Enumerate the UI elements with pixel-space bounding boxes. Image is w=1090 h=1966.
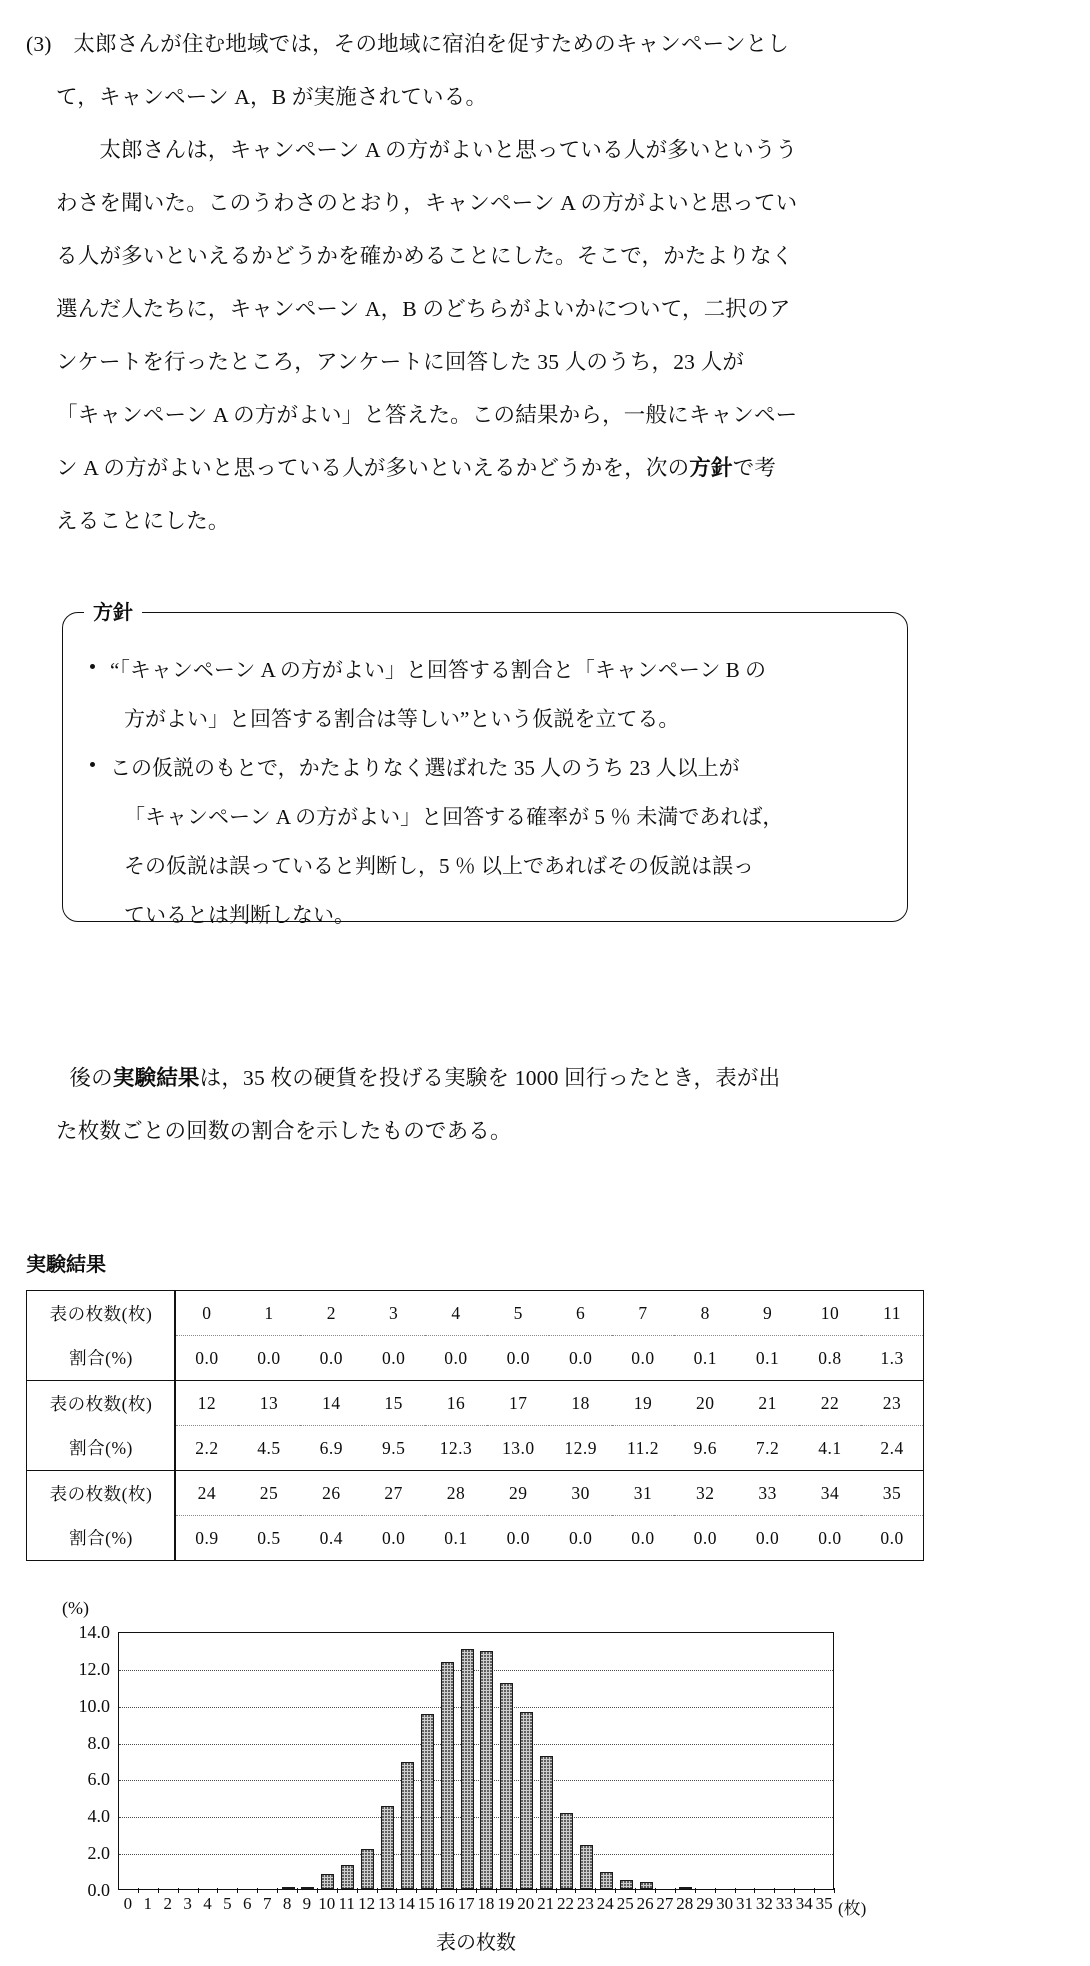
x-tick-mark: [655, 1888, 656, 1893]
table-cell-count: 27: [362, 1471, 424, 1516]
table-cell-pct: 0.0: [381, 1347, 406, 1368]
table-cell-count: 0: [176, 1291, 238, 1336]
bar: [361, 1849, 374, 1890]
problem-line: 「キャンペーン A の方がよい」と答えた。この結果から，一般にキャンペー: [56, 403, 798, 427]
x-tick-label: 31: [736, 1894, 753, 1913]
table-cell-count: 29: [487, 1471, 549, 1516]
table-cell-count: 32: [674, 1471, 736, 1516]
table-cell-pct: 0.0: [257, 1347, 281, 1368]
table-cell-count: 20: [674, 1381, 736, 1426]
x-tick-label: 27: [656, 1894, 674, 1913]
x-tick-label: 17: [457, 1894, 475, 1913]
x-tick-label: 1: [143, 1894, 153, 1913]
table-row: [27, 1516, 924, 1561]
x-tick-label: 20: [517, 1894, 535, 1913]
x-tick-mark: [357, 1888, 358, 1893]
row-header-pct: 割合(%): [27, 1516, 176, 1561]
bar: [480, 1651, 493, 1889]
x-tick-label: 8: [282, 1894, 292, 1913]
table-cell-count: 31: [612, 1471, 674, 1516]
x-tick-label: 18: [477, 1894, 495, 1913]
x-tick-label: 6: [243, 1894, 252, 1913]
table-cell-count: 33: [736, 1471, 798, 1516]
x-tick-label: 35: [815, 1894, 833, 1913]
x-tick-label: 24: [596, 1894, 614, 1913]
table-cell-pct: 0.1: [693, 1347, 717, 1368]
experiment-table: [26, 1290, 924, 1561]
bars-layer: [119, 1633, 833, 1889]
row-header-pct: 割合(%): [27, 1426, 176, 1471]
x-tick-mark: [436, 1888, 437, 1893]
x-tick-mark: [297, 1888, 298, 1893]
table-cell-count: 6: [549, 1291, 611, 1336]
table-cell-count: 26: [300, 1471, 362, 1516]
bar: [282, 1887, 295, 1889]
x-tick-mark: [615, 1888, 616, 1893]
x-tick-mark: [536, 1888, 537, 1893]
x-tick-label: 7: [262, 1894, 272, 1913]
bar: [500, 1683, 513, 1889]
x-tick-label: 33: [775, 1894, 793, 1913]
table-cell-count: 24: [176, 1471, 238, 1516]
x-tick-label: 21: [537, 1894, 555, 1913]
y-tick-label: 8.0: [87, 1732, 110, 1753]
problem-line: る人が多いといえるかどうかを確かめることにした。そこで，かたよりなく: [56, 244, 794, 268]
intro-line: 後の実験結果は，35 枚の硬貨を投げる実験を 1000 回行ったとき，表が出: [26, 1066, 781, 1090]
x-tick-label: 28: [676, 1894, 694, 1913]
intro-experiment: [26, 1052, 906, 1158]
y-tick-label: 4.0: [87, 1806, 110, 1827]
table-cell-count: 23: [861, 1381, 923, 1426]
table-cell-pct: 0.1: [444, 1527, 468, 1548]
x-tick-label: 22: [557, 1894, 574, 1913]
table-cell-count: 12: [176, 1381, 238, 1426]
table-row: [27, 1336, 924, 1381]
x-tick-label: 10: [318, 1894, 336, 1913]
table-cell-count: 19: [612, 1381, 674, 1426]
table-row: [27, 1291, 924, 1336]
table-cell-count: 17: [487, 1381, 549, 1426]
table-cell-pct: 0.9: [195, 1527, 219, 1548]
x-tick-mark: [715, 1888, 716, 1893]
x-tick-mark: [754, 1888, 755, 1893]
y-tick-label: 12.0: [78, 1658, 110, 1679]
table-cell-pct: 7.2: [755, 1437, 780, 1458]
x-tick-mark: [794, 1888, 795, 1893]
bar: [560, 1813, 573, 1889]
x-tick-label: 15: [417, 1894, 435, 1913]
bar: [520, 1712, 533, 1889]
table-cell-count: 15: [362, 1381, 424, 1426]
bar: [540, 1756, 553, 1889]
table-title: 実験結果: [26, 1252, 106, 1276]
policy-bullet-line: 方がよい」と回答する割合は等しい”という仮説を立てる。: [124, 707, 680, 731]
x-tick-label: 19: [497, 1894, 515, 1913]
y-tick-label: 2.0: [87, 1843, 110, 1864]
bar: [640, 1882, 653, 1889]
x-tick-mark: [496, 1888, 497, 1893]
x-tick-label: 4: [203, 1894, 212, 1913]
bar: [421, 1714, 434, 1889]
policy-bullet: [88, 744, 898, 940]
table-cell-pct: 0.0: [755, 1527, 780, 1548]
x-tick-label: 13: [378, 1894, 395, 1913]
x-tick-mark: [178, 1888, 179, 1893]
x-tick-mark: [556, 1888, 557, 1893]
table-cell-pct: 4.5: [257, 1437, 281, 1458]
table-cell-pct: 0.0: [818, 1527, 842, 1548]
bar: [461, 1649, 474, 1889]
bullet-dot-icon: [90, 664, 95, 669]
x-tick-label: 0: [123, 1894, 133, 1913]
table-cell-count: 8: [674, 1291, 736, 1336]
table-cell-pct: 4.1: [818, 1437, 842, 1458]
table-cell-count: 14: [300, 1381, 362, 1426]
table-row: [27, 1471, 924, 1516]
table-cell-pct: 0.0: [568, 1347, 593, 1368]
table-cell-count: 2: [300, 1291, 362, 1336]
table-cell-pct: 0.0: [195, 1347, 219, 1368]
x-tick-mark: [217, 1888, 218, 1893]
problem-line: 選んだ人たちに，キャンペーン A，B のどちらがよいかについて，二択のア: [56, 297, 791, 321]
problem-statement: [26, 18, 906, 548]
x-tick-mark: [735, 1888, 736, 1893]
policy-bullet-line: 「キャンペーン A の方がよい」と回答する確率が 5 ％ 未満であれば，: [124, 805, 784, 829]
table-cell-pct: 13.0: [501, 1437, 535, 1458]
x-tick-label: 14: [397, 1894, 415, 1913]
x-tick-mark: [814, 1888, 815, 1893]
bar: [321, 1874, 334, 1889]
table-cell-pct: 0.8: [818, 1347, 842, 1368]
x-tick-mark: [695, 1888, 696, 1893]
table-cell-count: 1: [238, 1291, 300, 1336]
x-tick-mark: [377, 1888, 378, 1893]
x-tick-mark: [337, 1888, 338, 1893]
table-cell-pct: 0.1: [755, 1347, 780, 1368]
x-tick-label: 32: [755, 1894, 773, 1913]
table-cell-pct: 12.3: [439, 1437, 473, 1458]
table-cell-pct: 0.0: [444, 1347, 468, 1368]
row-header-count: 表の枚数(枚): [27, 1471, 176, 1516]
table-cell-count: 34: [799, 1471, 861, 1516]
table-cell-count: 13: [238, 1381, 300, 1426]
x-tick-mark: [158, 1888, 159, 1893]
bar: [679, 1887, 692, 1889]
bar: [620, 1880, 633, 1889]
x-tick-mark: [476, 1888, 477, 1893]
x-tick-mark: [595, 1888, 596, 1893]
policy-bullet-line: その仮説は誤っていると判断し，5 ％ 以上であればその仮説は誤っ: [124, 854, 754, 878]
x-axis-title: 表の枚数: [436, 1932, 516, 1954]
table-cell-pct: 9.5: [381, 1437, 406, 1458]
table-cell-pct: 0.0: [319, 1347, 343, 1368]
table-cell-count: 16: [425, 1381, 487, 1426]
x-tick-mark: [774, 1888, 775, 1893]
x-tick-mark: [396, 1888, 397, 1893]
table-cell-pct: 9.6: [693, 1437, 717, 1458]
table-cell-count: 22: [799, 1381, 861, 1426]
experiment-table-wrap: [26, 1290, 924, 1561]
table-cell-count: 21: [736, 1381, 798, 1426]
problem-line: えることにした。: [56, 509, 230, 533]
problem-line: て，キャンペーン A，B が実施されている。: [56, 85, 488, 109]
x-tick-label: 23: [576, 1894, 594, 1913]
table-cell-count: 11: [861, 1291, 923, 1336]
table-cell-pct: 11.2: [626, 1437, 659, 1458]
x-tick-mark: [635, 1888, 636, 1893]
x-tick-mark: [198, 1888, 199, 1893]
table-cell-pct: 0.5: [257, 1527, 281, 1548]
table-cell-pct: 2.2: [195, 1437, 219, 1458]
table-cell-pct: 0.0: [631, 1527, 655, 1548]
x-tick-label: 25: [616, 1894, 634, 1913]
y-tick-label: 0.0: [87, 1880, 110, 1900]
x-tick-mark: [317, 1888, 318, 1893]
table-cell-pct: 0.0: [693, 1527, 717, 1548]
x-tick-label: 11: [338, 1894, 355, 1913]
bar: [441, 1662, 454, 1889]
table-cell-pct: 12.9: [564, 1437, 597, 1458]
table-cell-count: 30: [549, 1471, 611, 1516]
table-cell-count: 28: [425, 1471, 487, 1516]
bar: [401, 1762, 414, 1889]
table-row: [27, 1426, 924, 1471]
table-cell-pct: 1.3: [880, 1347, 904, 1368]
bullet-dot-icon: [90, 762, 95, 767]
x-tick-mark: [456, 1888, 457, 1893]
table-cell-count: 35: [861, 1471, 923, 1516]
table-cell-pct: 0.0: [381, 1527, 406, 1548]
table-cell-pct: 6.9: [319, 1437, 343, 1458]
table-cell-count: 5: [487, 1291, 549, 1336]
table-cell-count: 25: [238, 1471, 300, 1516]
x-tick-mark: [138, 1888, 139, 1893]
row-header-count: 表の枚数(枚): [27, 1291, 176, 1336]
x-tick-label: 12: [358, 1894, 376, 1913]
table-cell-count: 10: [799, 1291, 861, 1336]
policy-box-body: [88, 646, 898, 940]
x-tick-mark: [675, 1888, 676, 1893]
x-tick-label: 34: [795, 1894, 813, 1913]
intro-line: た枚数ごとの回数の割合を示したものである。: [56, 1119, 512, 1143]
policy-bullet-line: ているとは判断しない。: [124, 903, 355, 927]
table-cell-pct: 0.0: [506, 1347, 530, 1368]
policy-bullet-line: この仮説のもとで，かたよりなく選ばれた 35 人のうち 23 人以上が: [110, 756, 740, 780]
histogram-chart: [26, 1598, 956, 1958]
table-cell-pct: 0.0: [880, 1527, 904, 1548]
x-tick-label: 29: [696, 1894, 714, 1913]
problem-line: ンケートを行ったところ，アンケートに回答した 35 人のうち，23 人が: [56, 350, 745, 374]
x-tick-label: 5: [223, 1894, 232, 1913]
plot-area: [118, 1632, 834, 1890]
x-tick-mark: [416, 1888, 417, 1893]
x-tick-label: 26: [636, 1894, 654, 1913]
x-tick-mark: [575, 1888, 576, 1893]
x-tick-label: 2: [163, 1894, 172, 1913]
bar: [381, 1806, 394, 1889]
bar: [341, 1865, 354, 1889]
y-tick-label: 10.0: [78, 1695, 110, 1716]
x-axis-tick-labels: [118, 1894, 834, 1920]
problem-line: (3) 太郎さんが住む地域では，その地域に宿泊を促すためのキャンペーンとし: [26, 32, 790, 56]
problem-line: わさを聞いた。このうわさのとおり，キャンペーン A の方がよいと思ってい: [56, 191, 798, 215]
row-header-count: 表の枚数(枚): [27, 1381, 176, 1426]
x-tick-label: 3: [183, 1894, 192, 1913]
x-tick-mark: [516, 1888, 517, 1893]
y-tick-label: 6.0: [87, 1769, 110, 1790]
x-tick-mark: [834, 1888, 835, 1893]
table-cell-pct: 0.4: [319, 1527, 343, 1548]
problem-line: ン A の方がよいと思っている人が多いといえるかどうかを，次の方針で考: [56, 456, 777, 480]
bar: [600, 1872, 613, 1889]
policy-bullet-line: “「キャンペーン A の方がよい」と回答する割合と「キャンペーン B の: [110, 658, 766, 682]
table-row: [27, 1381, 924, 1426]
y-tick-label: 14.0: [78, 1622, 110, 1642]
x-tick-label: 30: [716, 1894, 734, 1913]
bar: [580, 1845, 593, 1889]
table-cell-count: 3: [362, 1291, 424, 1336]
x-tick-mark: [237, 1888, 238, 1893]
x-tick-mark: [277, 1888, 278, 1893]
y-axis-unit-label: (%): [62, 1598, 89, 1618]
policy-bullet: [88, 646, 898, 744]
table-cell-pct: 2.4: [880, 1437, 904, 1458]
x-tick-mark: [257, 1888, 258, 1893]
table-cell-count: 18: [549, 1381, 611, 1426]
x-axis-unit-label: (枚): [838, 1899, 867, 1918]
table-cell-count: 9: [736, 1291, 798, 1336]
table-cell-count: 7: [612, 1291, 674, 1336]
table-cell-count: 4: [425, 1291, 487, 1336]
x-tick-label: 9: [302, 1894, 312, 1913]
table-cell-pct: 0.0: [568, 1527, 593, 1548]
bar: [301, 1887, 314, 1889]
problem-line: 太郎さんは，キャンペーン A の方がよいと思っている人が多いというう: [56, 138, 798, 162]
x-tick-label: 16: [437, 1894, 455, 1913]
policy-box-legend: 方針: [84, 600, 142, 624]
table-cell-pct: 0.0: [506, 1527, 530, 1548]
row-header-pct: 割合(%): [27, 1336, 176, 1381]
table-cell-pct: 0.0: [631, 1347, 655, 1368]
